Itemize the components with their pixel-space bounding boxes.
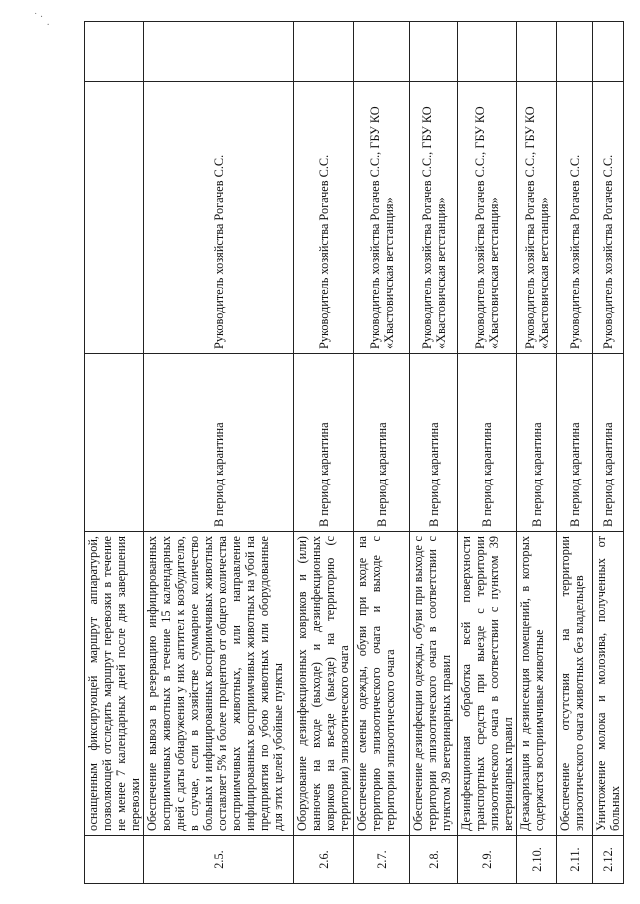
- table-row: [85, 22, 144, 884]
- responsible-cell: Руководитель хозяйства Рогачев С.С.: [144, 82, 294, 354]
- responsible-cell: Руководитель хозяйства Рогачев С.С., ГБУ КО «Хвастовичская ветстанция»: [517, 82, 557, 354]
- responsible-cell: Руководитель хозяйства Рогачев С.С.: [593, 82, 624, 354]
- responsible-cell: Руководитель хозяйства Рогачев С.С.: [294, 82, 354, 354]
- empty-cell: [85, 22, 144, 82]
- action-cell: Дезинфекционная обработка всей поверхности транспортных средств при выезде с территории эпизоотического очага в соответствии с пунктом 39 ветеринарных правил: [458, 532, 517, 836]
- empty-cell: [517, 22, 557, 82]
- empty-cell: [410, 22, 458, 82]
- row-number: 2.12.: [593, 836, 624, 884]
- action-cell: Оборудование дезинфекционных ковриков и (или) ванночек на входе (выходе) и дезинфекционных ковриков на въезде (выезде) на территорию (с территории) эпизоотического очага: [294, 532, 354, 836]
- action-cell: Обеспечение смены одежды, обуви при входе на территорию эпизоотического очага и выходе с территории эпизоотического очага: [354, 532, 410, 836]
- action-cell: Обеспечение дезинфекции одежды, обуви при выходе с территории эпизоотического очага в соответствии с пунктом 39 ветеринарных правил: [410, 532, 458, 836]
- table-row: [410, 22, 458, 884]
- table-row: [458, 22, 517, 884]
- row-number: 2.5.: [144, 836, 294, 884]
- period-cell: В период карантина: [410, 354, 458, 532]
- empty-cell: [593, 22, 624, 82]
- period-cell: В период карантина: [557, 354, 593, 532]
- table-row: [144, 22, 294, 884]
- row-number: 2.7.: [354, 836, 410, 884]
- plan-table: [84, 21, 624, 884]
- action-cell: Уничтожение молока и молозива, полученных от больных: [593, 532, 624, 836]
- empty-cell: [557, 22, 593, 82]
- period-cell: В период карантина: [593, 354, 624, 532]
- table-row: [593, 22, 624, 884]
- action-cell: Обеспечение отсутствия на территории эпизоотического очага животных без владельцев: [557, 532, 593, 836]
- empty-cell: [354, 22, 410, 82]
- responsible-cell: Руководитель хозяйства Рогачев С.С.: [557, 82, 593, 354]
- action-cell: оснащенным фиксирующей маршрут аппаратурой, позволяющей отследить маршрут перевозки в течение не менее 7 календарных дней после дня завершения перевозки: [85, 532, 144, 836]
- responsible-cell: [85, 82, 144, 354]
- row-number: 2.8.: [410, 836, 458, 884]
- period-cell: В период карантина: [458, 354, 517, 532]
- period-cell: В период карантина: [517, 354, 557, 532]
- responsible-cell: Руководитель хозяйства Рогачев С.С., ГБУ КО «Хвастовичская ветстанция»: [354, 82, 410, 354]
- table-row: [517, 22, 557, 884]
- scan-specks: ˙ · ·: [34, 12, 50, 31]
- period-cell: В период карантина: [294, 354, 354, 532]
- empty-cell: [144, 22, 294, 82]
- row-number: [85, 836, 144, 884]
- row-number: 2.11.: [557, 836, 593, 884]
- period-cell: В период карантина: [144, 354, 294, 532]
- row-number: 2.10.: [517, 836, 557, 884]
- row-number: 2.9.: [458, 836, 517, 884]
- row-number: 2.6.: [294, 836, 354, 884]
- table-row: [557, 22, 593, 884]
- responsible-cell: Руководитель хозяйства Рогачев С.С., ГБУ КО «Хвастовичская ветстанция»: [458, 82, 517, 354]
- action-cell: Обеспечение вывоза в резервацию инфицированных восприимчивых животных в течение 15 календарных дней с даты обнаружения у них антител к возбудителю, в случае, если в хозяйстве суммарное количество больных и инфицированных восприимчивых животных составляет 5% и более процентов от общего количества восприимчивых животных, или направление инфицированных восприимчивых животных на убой на предприятия по убою животных или оборудованные для этих целей убойные пункты: [144, 532, 294, 836]
- period-cell: В период карантина: [354, 354, 410, 532]
- table-row: [354, 22, 410, 884]
- responsible-cell: Руководитель хозяйства Рогачев С.С., ГБУ КО «Хвастовичская ветстанция»: [410, 82, 458, 354]
- period-cell: [85, 354, 144, 532]
- table-row: [294, 22, 354, 884]
- empty-cell: [294, 22, 354, 82]
- action-cell: Дезакаризация и дезинсекция помещений, в которых содержатся восприимчивые животные: [517, 532, 557, 836]
- empty-cell: [458, 22, 517, 82]
